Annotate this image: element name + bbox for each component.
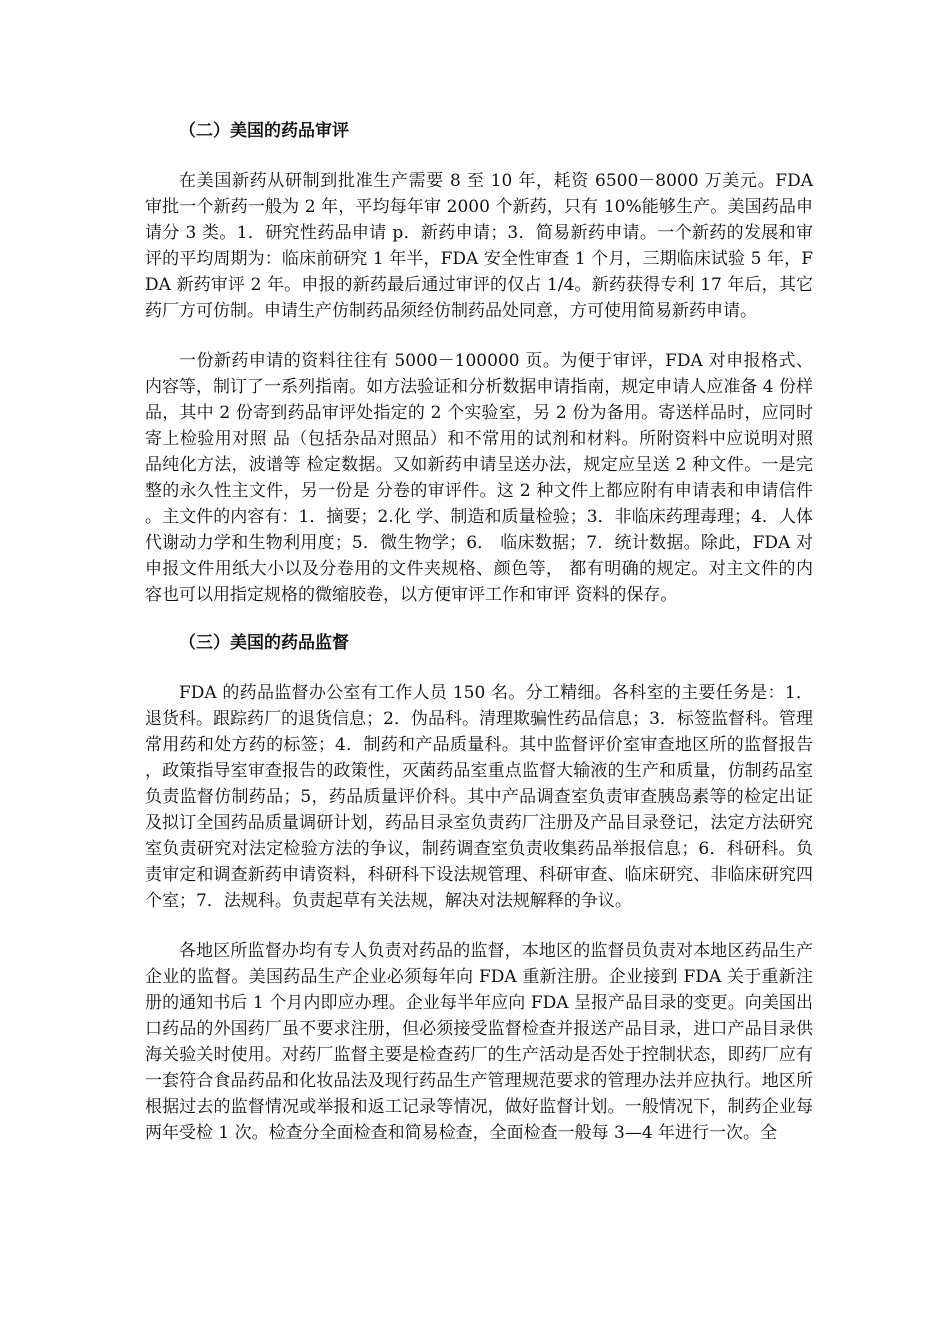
paragraph-supervision-office: FDA 的药品监督办公室有工作人员 150 名。分工精细。各科室的主要任务是：1．退货科。跟踪药厂的退货信息；2．伪品科。清理欺骗性药品信息；3．标签监督科。管理常用药和处方药的标签；4．制药和产品质量科。其中监督评价室审查地区所的监督报告，政策指导室审查报告的政策性，灭菌药品室重点监督大输液的生产和质量，仿制药品室负责监督仿制药品；5，药品质量评价科。其中产品调查室负责审查胰岛素等的检定出证及拟订全国药品质量调研计划，药品目录室负责药厂注册及产品目录登记，法定方法研究室负责研究对法定检验方法的争议，制药调查室负责收集药品举报信息；6．科研科。负责审定和调查新药申请资料，科研科下设法规管理、科研审查、临床研究、非临床研究四个室；7．法规科。负责起草有关法规，解决对法规解释的争议。 [145,683,813,911]
paragraph-regional-supervision: 各地区所监督办均有专人负责对药品的监督，本地区的监督员负责对本地区药品生产企业的监督。美国药品生产企业必须每年向 FDA 重新注册。企业接到 FDA 关于重新注册的通知书后 1 个月内即应办理。企业每半年应向 FDA 呈报产品目录的变更。向美国出口药品的外国药厂虽不要求注册，但必须接受监督检查并报送产品目录，进口产品目录供海关验关时使用。对药厂监督主要是检查药厂的生产活动是否处于控制状态，即药厂应有一套符合食品药品和化妆品法及现行药品生产管理规范要求的管理办法并应执行。地区所根据过去的监督情况或举报和返工记录等情况，做好监督计划。一般情况下，制药企业每两年受检 1 次。检查分全面检查和简易检查，全面检查一般每 3—4 年进行一次。全 [145,941,813,1143]
section-heading-drug-supervision: （三）美国的药品监督 [179,633,349,653]
section-heading-drug-review: （二）美国的药品审评 [179,121,349,141]
document-body [145,118,813,1170]
paragraph-application-materials: 一份新药申请的资料往往有 5000－100000 页。为便于审评，FDA 对申报格式、内容等，制订了一系列指南。如方法验证和分析数据申请指南，规定申请人应准备 4 份样品，其中 2 份寄到药品审评处指定的 2 个实验室，另 2 份为备用。寄送样品时，应同时寄上检验用对照 品（包括杂品对照品）和不常用的试剂和材料。所附资料中应说明对照品纯化方法，波谱等 检定数据。又如新药申请呈送办法，规定应呈送 2 种文件。一是完整的永久性主文件，另一份是 分卷的审评件。这 2 种文件上都应附有申请表和申请信件。主文件的内容有：1．摘要；2.化 学、制造和质量检验；3．非临床药理毒理；4．人体代谢动力学和生物利用度；5．微生物学；6． 临床数据；7．统计数据。除此，FDA 对申报文件用纸大小以及分卷用的文件夹规格、颜色等， 都有明确的规定。对主文件的内容也可以用指定规格的微缩胶卷，以方便审评工作和审评 资料的保存。 [145,351,813,605]
paragraph-review-timeline: 在美国新药从研制到批准生产需要 8 至 10 年，耗资 6500－8000 万美元。FDA 审批一个新药一般为 2 年，平均每年审 2000 个新药，只有 10%能够生产。美国药品申请分 3 类。1．研究性药品申请 p．新药申请；3．简易新药申请。一个新药的发展和审评的平均周期为：临床前研究 1 年半，FDA 安全性审查 1 个月，三期临床试验 5 年，FDA 新药审评 2 年。申报的新药最后通过审评的仅占 1/4。新药获得专利 17 年后，其它药厂方可仿制。申请生产仿制药品须经仿制药品处同意，方可使用简易新药申请。 [145,171,813,321]
